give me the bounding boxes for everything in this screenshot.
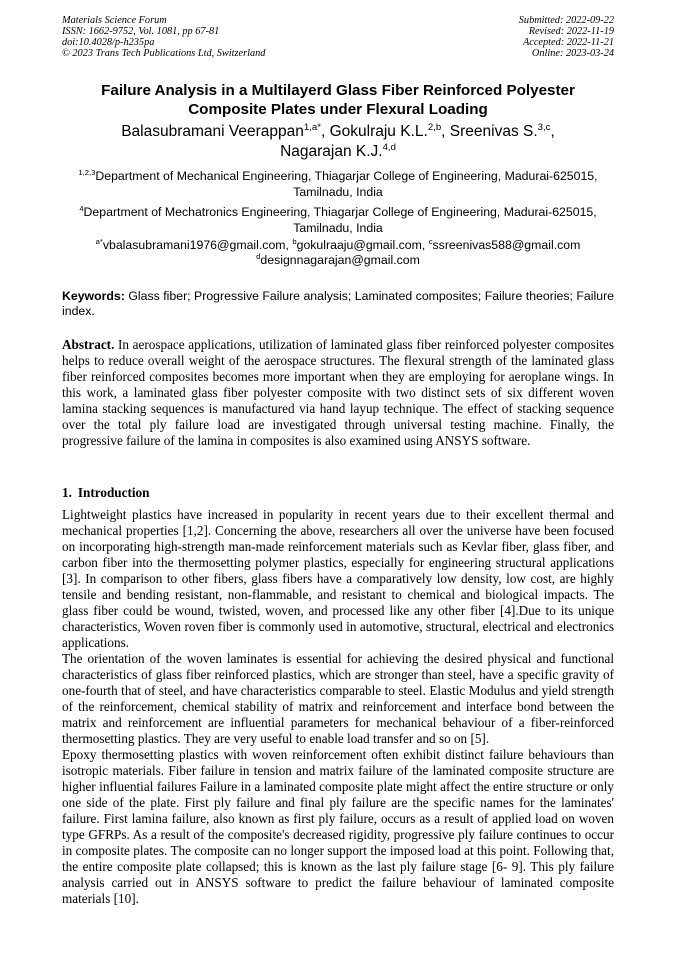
email-link[interactable]: ssreenivas588@gmail.com <box>432 238 581 252</box>
paragraph: Lightweight plastics have increased in popularity in recent years due to their excellent thermal and mechanical properties [1,2]. Concerning the above, researchers all over the universe have been focused on incorporating high-strength man-made reinforcement materials such as Kevlar fiber, glass fiber, and carbon fiber into the thermosetting polymer plastics, especially for engineering structural applications [3]. In comparison to other fibers, glass fibers have a comparatively low density, low cost, are highly tensile and bending resistant, non-flammable, and resistant to chemical and biological impacts. The glass fiber could be wound, twisted, woven, and processed like any other fiber [4].Due to its unique characteristics, Woven roven fiber is commonly used in automotive, structural, electrical and electronics applications. <box>62 507 614 650</box>
date-online: Online: 2023-03-24 <box>531 48 614 59</box>
date-revised: Revised: 2022-11-19 <box>528 26 614 37</box>
affiliation-text: Department of Mechatronics Engineering, Thiagarjar College of Engineering, Madurai-625015, <box>83 205 597 219</box>
email-separator: , <box>421 238 429 252</box>
date-accepted: Accepted: 2022-11-21 <box>522 37 614 48</box>
title-line-2: Composite Plates under Flexural Loading <box>188 101 488 118</box>
email-marker: c <box>428 236 433 246</box>
abstract-label: Abstract. <box>62 337 115 352</box>
journal-copyright: © 2023 Trans Tech Publications Ltd, Switzerland <box>62 48 266 59</box>
abstract-text: In aerospace applications, utilization of laminated glass fiber reinforced polyester composites helps to reduce overall weight of the aerospace structures. The flexural strength of the laminated glass fiber reinforced composites becomes more important when they are employing for aeroplane wings. In this work, a laminated glass fiber polyester composite with two distinct sets of six different woven lamina stacking sequences is manufactured via hand layup technique. The effect of stacking sequence over the total ply failure load are investigated through universal testing machine. Finally, the progressive failure of the lamina in composites is also examined using ANSYS software. <box>62 337 615 448</box>
date-submitted: Submitted: 2022-09-22 <box>518 15 614 26</box>
author-name: Nagarajan K.J. <box>280 143 383 160</box>
author-separator: , <box>441 123 450 140</box>
email-marker: d <box>256 251 261 261</box>
email-link[interactable]: designnagarajan@gmail.com <box>260 253 420 267</box>
author-line-2 <box>62 142 614 162</box>
publication-dates <box>519 15 614 59</box>
author-separator: , <box>550 123 555 140</box>
author-affil-marker: 1,a* <box>303 121 321 133</box>
author-emails <box>62 238 614 268</box>
affiliation-1 <box>62 168 614 200</box>
abstract <box>62 337 614 449</box>
section-heading-introduction <box>62 485 149 501</box>
affiliation-text: Department of Mechanical Engineering, Thiagarjar College of Engineering, Madurai-625015, <box>95 169 598 183</box>
author-affil-marker: 2,b <box>427 121 442 133</box>
author-name: Sreenivas S. <box>449 123 538 140</box>
title-line-1: Failure Analysis in a Multilayerd Glass Fiber Reinforced Polyester <box>101 82 575 99</box>
author-line-1 <box>62 122 614 142</box>
author-affil-marker: 4,d <box>382 141 396 153</box>
author-separator: , <box>320 123 330 140</box>
journal-name: Materials Science Forum <box>62 15 167 26</box>
email-link[interactable]: vbalasubramani1976@gmail.com <box>102 238 286 252</box>
email-separator: , <box>285 238 293 252</box>
email-marker: a* <box>95 236 103 246</box>
keywords-text: Glass fiber; Progressive Failure analysis; Laminated composites; Failure theories; Failure index. <box>62 289 614 318</box>
journal-issn: ISSN: 1662-9752, Vol. 1081, pp 67-81 <box>62 26 220 37</box>
section-number: 1. <box>62 485 72 500</box>
section-title: Introduction <box>77 485 150 500</box>
email-marker: b <box>292 236 297 246</box>
affiliation-location: Tamilnadu, India <box>293 221 383 235</box>
affiliation-marker: 4 <box>79 203 84 213</box>
author-name: Gokulraju K.L. <box>329 123 428 140</box>
keywords <box>62 289 614 319</box>
author-affil-marker: 3,c <box>537 121 551 133</box>
keywords-label: Keywords: <box>62 289 125 303</box>
author-list <box>62 122 614 162</box>
paragraph: The orientation of the woven laminates is essential for achieving the desired physical and functional characteristics of glass fiber reinforced plastics, which are stronger than steel, have a specific gravity of one-fourth that of steel, and have characteristics comparable to steel. Elastic Modulus and yield strength of the reinforcement, chemical stability of matrix and reinforcement and interface bond between the matrix and reinforcement are influential parameters for mechanical behaviour of a fiber-reinforced thermosetting plastics. They are very useful to enable load transfer and so on [5]. <box>62 651 614 746</box>
paper-title <box>62 81 614 119</box>
author-name: Balasubramani Veerappan <box>121 123 304 140</box>
affiliation-2 <box>62 204 614 236</box>
affiliation-marker: 1,2,3 <box>78 167 96 177</box>
introduction-body <box>62 507 614 907</box>
journal-doi: doi:10.4028/p-h235pa <box>62 37 155 48</box>
journal-info <box>62 15 265 59</box>
affiliation-location: Tamilnadu, India <box>293 185 383 199</box>
paragraph: Epoxy thermosetting plastics with woven reinforcement often exhibit distinct failure behaviours than isotropic materials. Fiber failure in tension and matrix failure of the laminated composite structure are higher influential failures Failure in a laminated composite plate might affect the entire structure or only one side of the plate. First ply failure and final ply failure are the specific names for the laminates' failure. First lamina failure, also known as first ply failure, occurs as a result of applied load on woven type GFRPs. As a result of the composite's decreased rigidity, progressive ply failure continues to occur in composite plates. The composite can no longer support the imposed load at this point. Following that, the entire composite plate collapsed; this is known as the last ply failure stage [6- 9]. This ply failure analysis carried out in ANSYS software to predict the failure behaviour of laminated composite materials [10]. <box>62 747 614 906</box>
email-link[interactable]: gokulraaju@gmail.com <box>296 238 422 252</box>
